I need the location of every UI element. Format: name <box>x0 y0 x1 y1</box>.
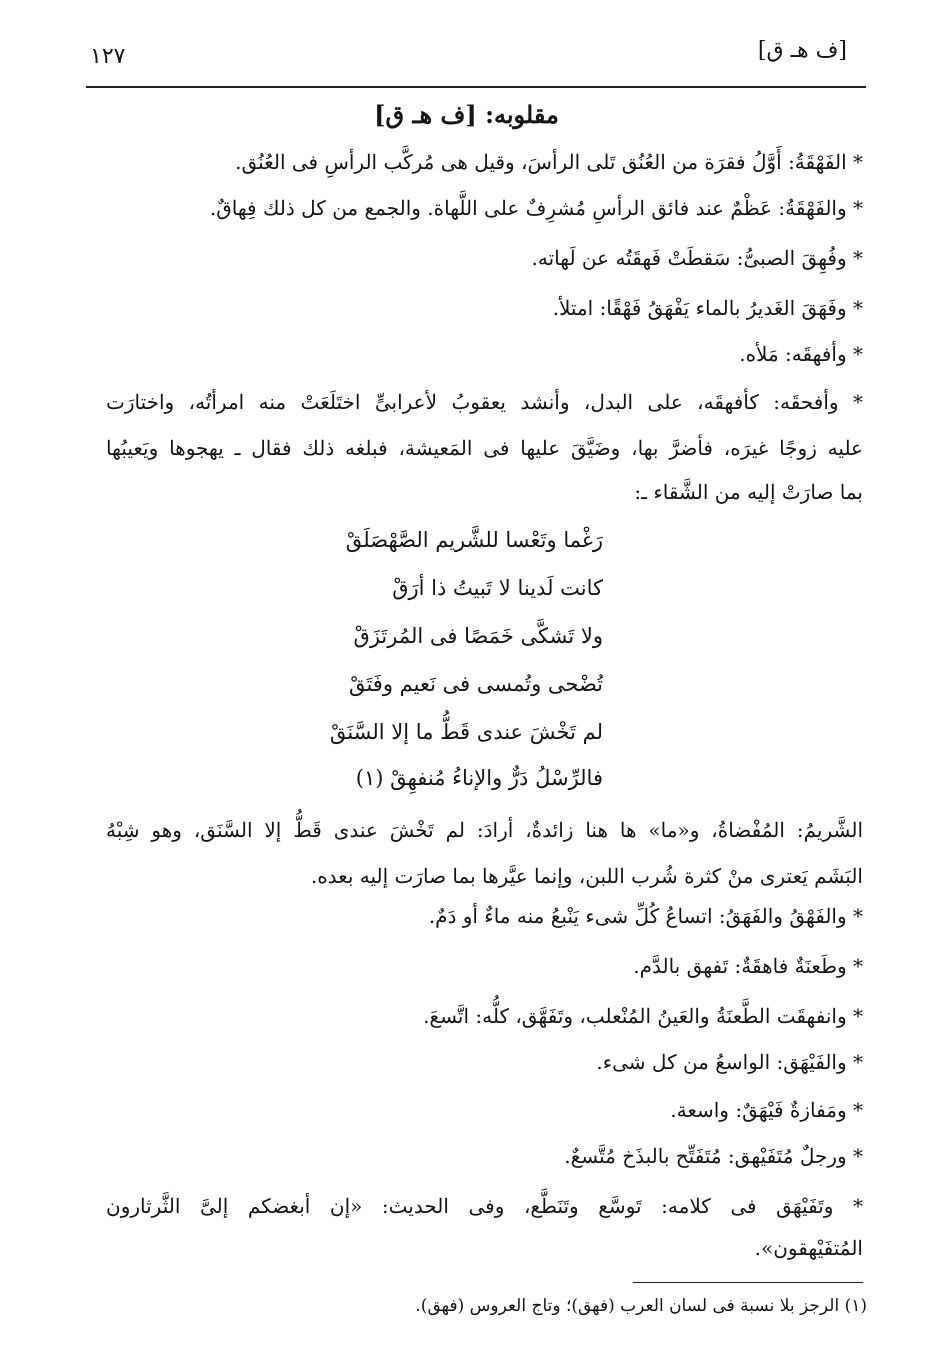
entry-line: * وانفهقَت الطَّعنَةُ والعَينُ المُنْعلب، وتَفَهَّق، كلُّه: اتَّسعَ. <box>423 1004 863 1028</box>
footnote-rule <box>633 1282 863 1283</box>
verse-line: ولا تَشكَّى خَمَصًا فى المُرتَزَقْ <box>353 624 603 648</box>
entry-line: * والفَيْهَق: الواسعُ من كل شىء. <box>596 1050 863 1074</box>
entry-line: * وطَعنَةٌ فاهقَةٌ: تَفهق بالدَّم. <box>633 954 863 978</box>
entry-line: * والفَهْقَةُ: عَظْمٌ عند فائق الرأسِ مُشرِفٌ على اللَّهاة. والجمع من كل ذلك فِهاقٌ. <box>209 196 863 220</box>
entry-line: * الفَهْقَةُ: أَوَّلُ فقرَة من العُنُق تَلى الرأسَ، وقيل هى مُركَّب الرأسِ فى العُنُق. <box>235 150 863 174</box>
entry-line: * وأفهقَه: مَلأه. <box>739 342 863 366</box>
verse-line: رَغْما وتَعْسا للشَّريم الصَّهْصَلَقْ <box>345 528 603 552</box>
verse-line: فالرِّسْلُ دَرٌّ والإناءُ مُنفهِقْ (١) <box>355 766 603 790</box>
verse-line: تُضْحى وتُمسى فى نَعيم وفَتَقْ <box>348 672 603 696</box>
running-head: [ف هـ ق] <box>757 38 847 63</box>
entry-line: بما صارَتْ إليه من الشَّقاء ـ: <box>634 480 863 504</box>
entry-line: الشَّريمُ: المُفْضاةُ، و«ما» ها هنا زائدةٌ، أرادَ: لم تَخْشَ عندى قَطُّ إلا السَّنَق، وهو شِبْهُ <box>106 818 863 842</box>
entry-line: * وتَفَيْهَق فى كلامه: تَوسَّع وتَنَطَّع، وفى الحديث: «إن أبغضكم إلىَّ الثَّرثارون <box>106 1194 863 1218</box>
header-rule <box>86 86 866 88</box>
entry-line: * وفُهِقَ الصبىُّ: سَقطَتْ فَهقَتُه عن لَهاته. <box>531 246 863 270</box>
verse-line: لم تَخْشَ عندى قَطُّ ما إلا السَّنَقْ <box>329 720 603 744</box>
verse-line: كانت لَدينا لا تَبيتُ ذا أرَقْ <box>392 576 603 600</box>
section-heading: مقلوبه: [ف هـ ق] <box>374 100 559 129</box>
page-number: ١٢٧ <box>90 44 126 69</box>
entry-line: المُتفَيْهقون». <box>754 1236 863 1260</box>
entry-line: عليه زوجًا غيرَه، فأضرَّ بها، وضَيَّقَ عليها فى المَعيشة، فبلغه ذلك فقال ـ يهجوها ويَعيبُها <box>106 436 863 460</box>
entry-line: * وفَهَقَ الغَديرُ بالماء يَفْهَقُ فَهْقًا: امتلأ. <box>552 296 863 320</box>
entry-line: * والفَهْقُ والفَهَقُ: اتساعُ كُلِّ شىء يَنْبعُ منه ماءٌ أو دَمٌ. <box>428 904 863 928</box>
entry-line: البَشَم يَعترى منْ كثرة شُرب اللبن، وإنما عيَّرها بما صارَت إليه بعده. <box>310 864 863 888</box>
entry-line: * وأفحقَه: كأفهقَه، على البدل، وأنشد يعقوبُ لأعرابىٍّ اختَلَعَتْ منه امرأتُه، واختارَت <box>106 390 863 414</box>
entry-line: * ورجلٌ مُتَفَيْهق: مُتَفَتِّح بالبذَخ مُتَّسعٌ. <box>564 1144 863 1168</box>
entry-line: * ومَفازةٌ فَيْهَقٌ: واسعة. <box>670 1098 863 1122</box>
footnote: (١) الرجز بلا نسبة فى لسان العرب (فهق)؛ وتاج العروس (فهق). <box>415 1296 867 1316</box>
